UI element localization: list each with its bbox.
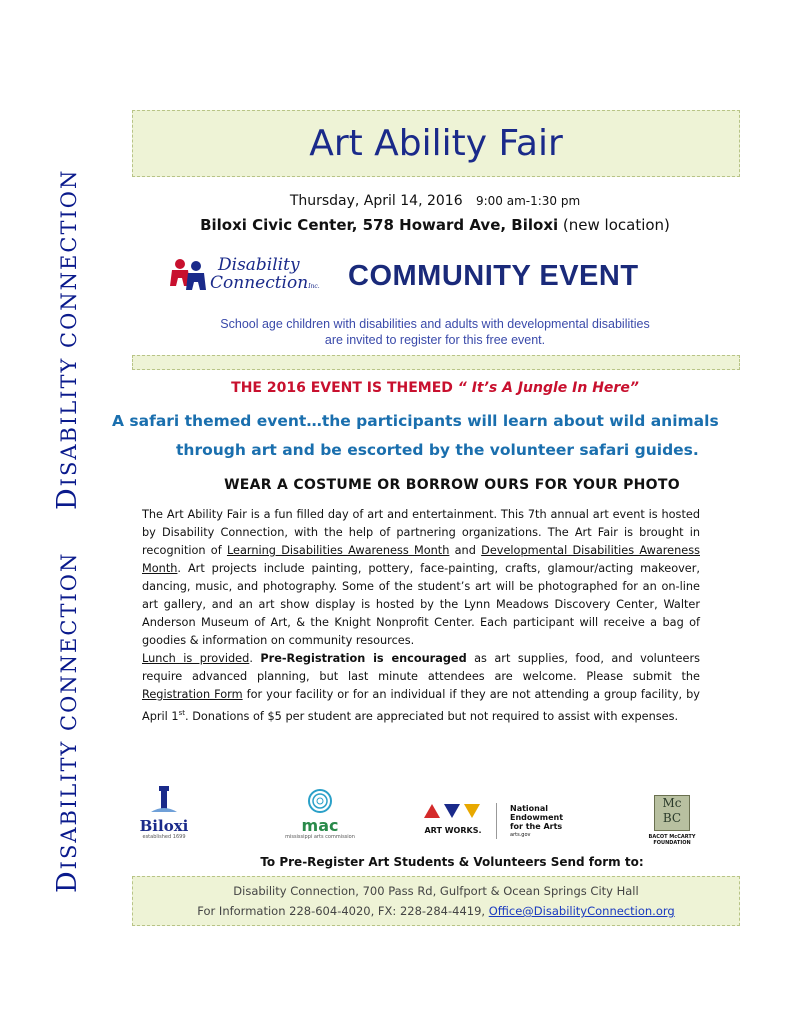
- biloxi-logo: [133, 786, 195, 841]
- p1-text-a: The Art Ability Fair is a fun filled day of art and entertainment. This 7th annual art event is hosted by Disability Connection, with the help of partnering organizations. The Art Fair is brought in recognition of: [142, 508, 700, 557]
- p2-text-b: as art supplies, food, and volunteers require advanced planning, but last minute attendees are welcome. Please submit the: [142, 652, 700, 683]
- page-title: Art Ability Fair: [309, 123, 563, 164]
- logo-line2: Connection: [210, 273, 309, 293]
- sponsor-divider: [496, 803, 497, 839]
- contact-email-link[interactable]: Office@DisabilityConnection.org: [488, 904, 675, 918]
- nea-line-4: arts.gov: [510, 832, 531, 838]
- event-time: 9:00 am-1:30 pm: [475, 194, 581, 208]
- mcbc-sub-1: BACOT McCARTY: [648, 834, 696, 840]
- p2-sup: st: [178, 709, 186, 717]
- art-works-triangles-icon: [422, 804, 484, 818]
- event-date-text: Thursday, April 14, 2016: [289, 193, 463, 209]
- invite-line-1: School age children with disabilities and adults with developmental disabilities: [220, 317, 650, 331]
- side-text-lower: [52, 552, 83, 893]
- biloxi-sub: established 1699: [142, 834, 186, 840]
- side-text-upper: [52, 169, 83, 510]
- invite-line-2: are invited to register for this free event.: [324, 333, 546, 347]
- nea-line-2: Endowment: [510, 813, 564, 822]
- mcbc-logo: [644, 795, 700, 847]
- theme-prefix: THE 2016 EVENT IS THEMED: [231, 380, 453, 396]
- p1-text-b: and: [449, 544, 482, 557]
- safari-line-2: through art and be escorted by the volunteer safari guides.: [176, 441, 699, 459]
- registration-form-link[interactable]: Registration Form: [142, 688, 243, 701]
- nea-logo: [510, 804, 580, 840]
- divider-strip: [132, 355, 740, 370]
- title-box: [132, 110, 740, 177]
- mcbc-bottom: BC: [662, 811, 682, 825]
- mac-swirl-icon: [304, 788, 336, 814]
- theme-name: “ It’s A Jungle In Here”: [457, 380, 639, 396]
- ld-awareness-link[interactable]: Learning Disabilities Awareness Month: [226, 544, 450, 557]
- event-description: [142, 506, 700, 726]
- preregistration-note: Pre-Registration is encouraged: [260, 652, 467, 665]
- description-paragraph-1: [142, 506, 700, 650]
- contact-box: [132, 876, 740, 926]
- p2-text-d: . Donations of $5 per student are appreciated but not required to assist with expenses.: [185, 709, 679, 723]
- event-venue: [132, 216, 738, 234]
- logo-figures-icon: [168, 256, 208, 296]
- dd-awareness-link[interactable]: Developmental Disabilities Awareness Month: [142, 544, 700, 575]
- venue-note: (new location): [562, 216, 670, 234]
- safari-line-1: A safari themed event…the participants will learn about wild animals: [112, 412, 719, 430]
- contact-phone: For Information 228-604-4020, FX: 228-284-4419,: [197, 904, 489, 918]
- nea-line-3: for the Arts: [510, 822, 563, 831]
- side-upper-rest: ISABILITY CONNECTION: [57, 168, 81, 487]
- mac-sub: mississippi arts commission: [285, 834, 355, 840]
- footer-heading: To Pre-Register Art Students & Volunteers Send form to:: [260, 855, 644, 869]
- side-lower-rest: ISABILITY CONNECTION: [57, 551, 81, 870]
- lunch-provided: Lunch is provided: [142, 652, 250, 665]
- mcbc-sub-2: FOUNDATION: [653, 840, 691, 846]
- theme-line: [132, 380, 738, 396]
- logo-line1: Disability: [218, 255, 300, 275]
- contact-address: Disability Connection, 700 Pass Rd, Gulfport & Ocean Springs City Hall: [233, 884, 639, 898]
- p2-text-c: for your facility or for an individual if they are not attending a group facility, by April 1: [142, 688, 700, 723]
- art-works-text: ART WORKS.: [424, 826, 482, 835]
- venue-address: Biloxi Civic Center, 578 Howard Ave, Biloxi: [200, 216, 559, 234]
- mcbc-top: Mc: [662, 796, 682, 810]
- event-date: [132, 193, 738, 209]
- side-upper-initial: D: [52, 486, 83, 510]
- lighthouse-icon: [149, 786, 179, 814]
- p2-text-a: .: [249, 652, 261, 665]
- biloxi-name: Biloxi: [139, 817, 189, 835]
- p1-text-c: . Art projects include painting, pottery, face-painting, crafts, glamour/acting makeover, dancing, music, and photography. Some of the student’s art will be photographed for an on-line art gallery, and an art show display is hosted by the Lynn Meadows Discovery Center, Walter Anderson Museum of Art, & the Knight Nonprofit Center. Each participant will receive a bag of goodies & information on community resources.: [142, 562, 700, 647]
- nea-line-1: National: [510, 804, 548, 813]
- description-paragraph-2: [142, 650, 700, 726]
- mac-name: mac: [301, 816, 339, 835]
- art-works-logo: [418, 803, 488, 843]
- mac-logo: [280, 788, 360, 843]
- costume-heading: WEAR A COSTUME OR BORROW OURS FOR YOUR PHOTO: [224, 477, 680, 493]
- community-event-heading: COMMUNITY EVENT: [348, 260, 639, 292]
- logo-tm: Inc.: [308, 283, 320, 290]
- disability-connection-logo: [168, 256, 346, 296]
- contact-info: [133, 904, 739, 918]
- side-lower-initial: D: [52, 869, 83, 893]
